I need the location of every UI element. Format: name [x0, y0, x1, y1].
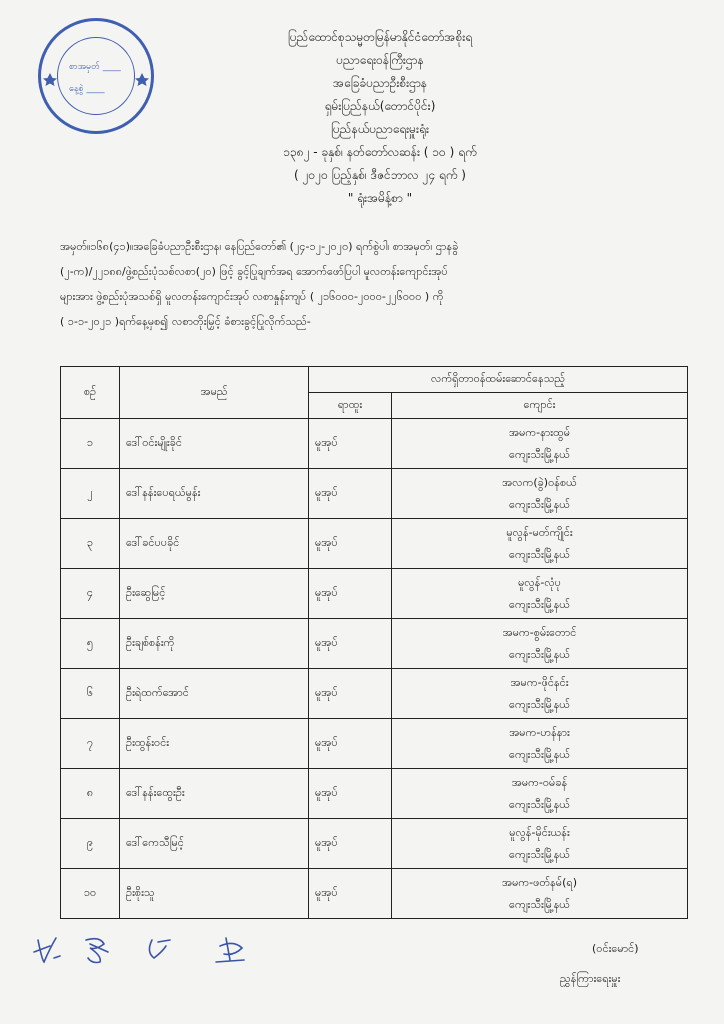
cell-name: ဦးရဲထက်အောင် [120, 669, 309, 719]
table-body [61, 419, 688, 919]
cell-rank: မူအုပ် [309, 419, 392, 469]
office-seal [38, 18, 154, 134]
cell-school [392, 519, 688, 569]
cell-no: ၆ [61, 669, 120, 719]
school-name: အမက-ဟန်နား [509, 725, 570, 739]
header-line-government: ပြည်ထောင်စုသမ္မတမြန်မာနိုင်ငံတော်အစိုးရ [287, 30, 473, 44]
table-row [61, 419, 688, 469]
cell-name: ဦးထွန်းဝင်း [120, 719, 309, 769]
school-township: ကျေးသီးမြို့နယ် [509, 847, 570, 861]
signer-name: (ဝင်းမောင်) [592, 942, 639, 955]
school-township: ကျေးသီးမြို့နယ် [509, 747, 570, 761]
cell-no: ၉ [61, 819, 120, 869]
header-line-state: ရှမ်းပြည်နယ်(တောင်ပိုင်း) [324, 99, 436, 113]
table-row [61, 619, 688, 669]
school-township: ကျေးသီးမြို့နယ် [509, 547, 570, 561]
col-header-rank: ရာထူး [309, 393, 392, 419]
school-name: အမက-နားထွမ် [508, 425, 571, 439]
seal-line-ref: စာအမှတ် ____ [69, 62, 121, 72]
table-row [61, 669, 688, 719]
cell-no: ၂ [61, 469, 120, 519]
letter-header [160, 26, 600, 210]
school-township: ကျေးသီးမြို့နယ် [509, 497, 570, 511]
table-row [61, 719, 688, 769]
cell-no: ၄ [61, 569, 120, 619]
cell-school [392, 569, 688, 619]
school-name: အမက-ဖတ်နမ်(ရ) [502, 875, 577, 889]
cell-name: ဒေါ်ခင်ပပခိုင် [120, 519, 309, 569]
cell-name: ဦးချစ်စန်းကို [120, 619, 309, 669]
school-township: ကျေးသီးမြို့နယ် [509, 447, 570, 461]
cell-school [392, 769, 688, 819]
cell-school [392, 419, 688, 469]
school-name: မူလွန်-မိုင်းယန်း [509, 825, 570, 839]
cell-rank: မူအုပ် [309, 519, 392, 569]
order-paragraph [60, 234, 690, 334]
cell-name: ဒေါ်နန်းထွေးဦး [120, 769, 309, 819]
table-row [61, 819, 688, 869]
cell-school [392, 619, 688, 669]
header-line-office: ပြည်နယ်ပညာရေးမှူးရုံး [331, 122, 429, 136]
col-header-school: ကျောင်း [392, 393, 688, 419]
col-header-current: လက်ရှိတာဝန်ထမ်းဆောင်နေသည့် [309, 367, 688, 393]
seal-line-date: နေ့စွဲ ____ [69, 84, 105, 94]
cell-rank: မူအုပ် [309, 619, 392, 669]
cell-no: ၁ [61, 419, 120, 469]
table-row [61, 569, 688, 619]
seal-inner-ring [57, 37, 135, 115]
header-line-department: အခြေခံပညာဦးစီးဌာန [333, 76, 427, 90]
cell-school [392, 869, 688, 919]
cell-name: ဦးဆွေမြင့် [120, 569, 309, 619]
school-township: ကျေးသီးမြို့နယ် [509, 597, 570, 611]
school-township: ကျေးသီးမြို့နယ် [509, 797, 570, 811]
cell-school [392, 669, 688, 719]
header-line-myanmar-date: ၁၃၈၂ - ခုနှစ်၊ နတ်တော်လဆန်း ( ၁၀ ) ရက် [283, 145, 477, 159]
cell-rank: မူအုပ် [309, 719, 392, 769]
cell-no: ၃ [61, 519, 120, 569]
school-name: အမက-စွမ်းတောင် [502, 625, 577, 639]
signer-title: ညွှန်ကြားရေးမှူး [560, 972, 621, 985]
paragraph-line: များအား ဖွဲ့စည်းပုံအသစ်ရှိ မူလတန်းကျောင်းအုပ် လစာနှုန်းကျပ် ( ၂၁၆၀၀၀-၂၀၀၀-၂၂၆၀၀၀ ) ကို [60, 290, 444, 303]
cell-rank: မူအုပ် [309, 819, 392, 869]
header-line-gregorian-date: ( ၂၀၂၀ ပြည့်နှစ်၊ ဒီဇင်ဘာလ ၂၄ ရက် ) [294, 168, 466, 182]
cell-school [392, 469, 688, 519]
cell-rank: မူအုပ် [309, 569, 392, 619]
cell-school [392, 719, 688, 769]
col-header-no: စဉ် [61, 367, 120, 419]
cell-no: ၁၀ [61, 869, 120, 919]
header-line-ministry: ပညာရေးဝန်ကြီးဌာန [336, 53, 424, 67]
cell-rank: မူအုပ် [309, 469, 392, 519]
school-township: ကျေးသီးမြို့နယ် [509, 897, 570, 911]
school-name: အမက-ဝမ်ခန် [511, 775, 568, 789]
cell-rank: မူအုပ် [309, 669, 392, 719]
cell-no: ၈ [61, 769, 120, 819]
school-name: အလက(ခွဲ)ဝန်စယ် [502, 475, 577, 489]
cell-no: ၇ [61, 719, 120, 769]
table-row [61, 869, 688, 919]
cell-name: ဒေါ်နန်းပေရယ်မွန်း [120, 469, 309, 519]
school-township: ကျေးသီးမြို့နယ် [509, 697, 570, 711]
cell-no: ၅ [61, 619, 120, 669]
cell-name: ဒေါ်ဝင်းမျိုးခိုင် [120, 419, 309, 469]
cell-name: ဦးစိုးသူ [120, 869, 309, 919]
cell-rank: မူအုပ် [309, 869, 392, 919]
header-line-order-title: " ရုံးအမိန့်စာ " [347, 191, 413, 205]
headmaster-table [60, 366, 688, 919]
school-name: မူလွန်-လုံပု [518, 575, 561, 589]
initials-signatures [30, 930, 260, 970]
col-header-name: အမည် [120, 367, 309, 419]
cell-name: ဒေါ်ကေသီမြင့် [120, 819, 309, 869]
paragraph-line: (၂-က)/၂၂၁၈၈/ဖွဲ့စည်းပုံသစ်လစာ(၂၀) ဖြင့် ခွင့်ပြုချက်အရ အောက်ဖော်ပြပါ မူလတန်းကျောင်းအုပ် [60, 265, 448, 278]
table-row [61, 769, 688, 819]
cell-rank: မူအုပ် [309, 769, 392, 819]
paragraph-line: ( ၁-၁-၂၀၂၁ )ရက်နေ့မှစ၍ လစာတိုးမြှင့် ခံစားခွင့်ပြုလိုက်သည်- [60, 315, 311, 328]
table-row [61, 519, 688, 569]
school-name: အမက-ဖိုင်နင်း [510, 675, 569, 689]
signature-block [560, 934, 700, 994]
cell-school [392, 819, 688, 869]
table-row [61, 469, 688, 519]
paragraph-line: အမှတ်။၁၆၈(၄၁)။အခြေခံပညာဦးစီးဌာန၊ နေပြည်တော်၏ (၂၄-၁၂-၂၀၂၀) ရက်စွဲပါ၊ စာအမှတ်၊ ဌာနခွဲ [60, 240, 459, 253]
school-township: ကျေးသီးမြို့နယ် [509, 647, 570, 661]
school-name: မူလွန်-မတ်ကျိုင်း [506, 525, 573, 539]
